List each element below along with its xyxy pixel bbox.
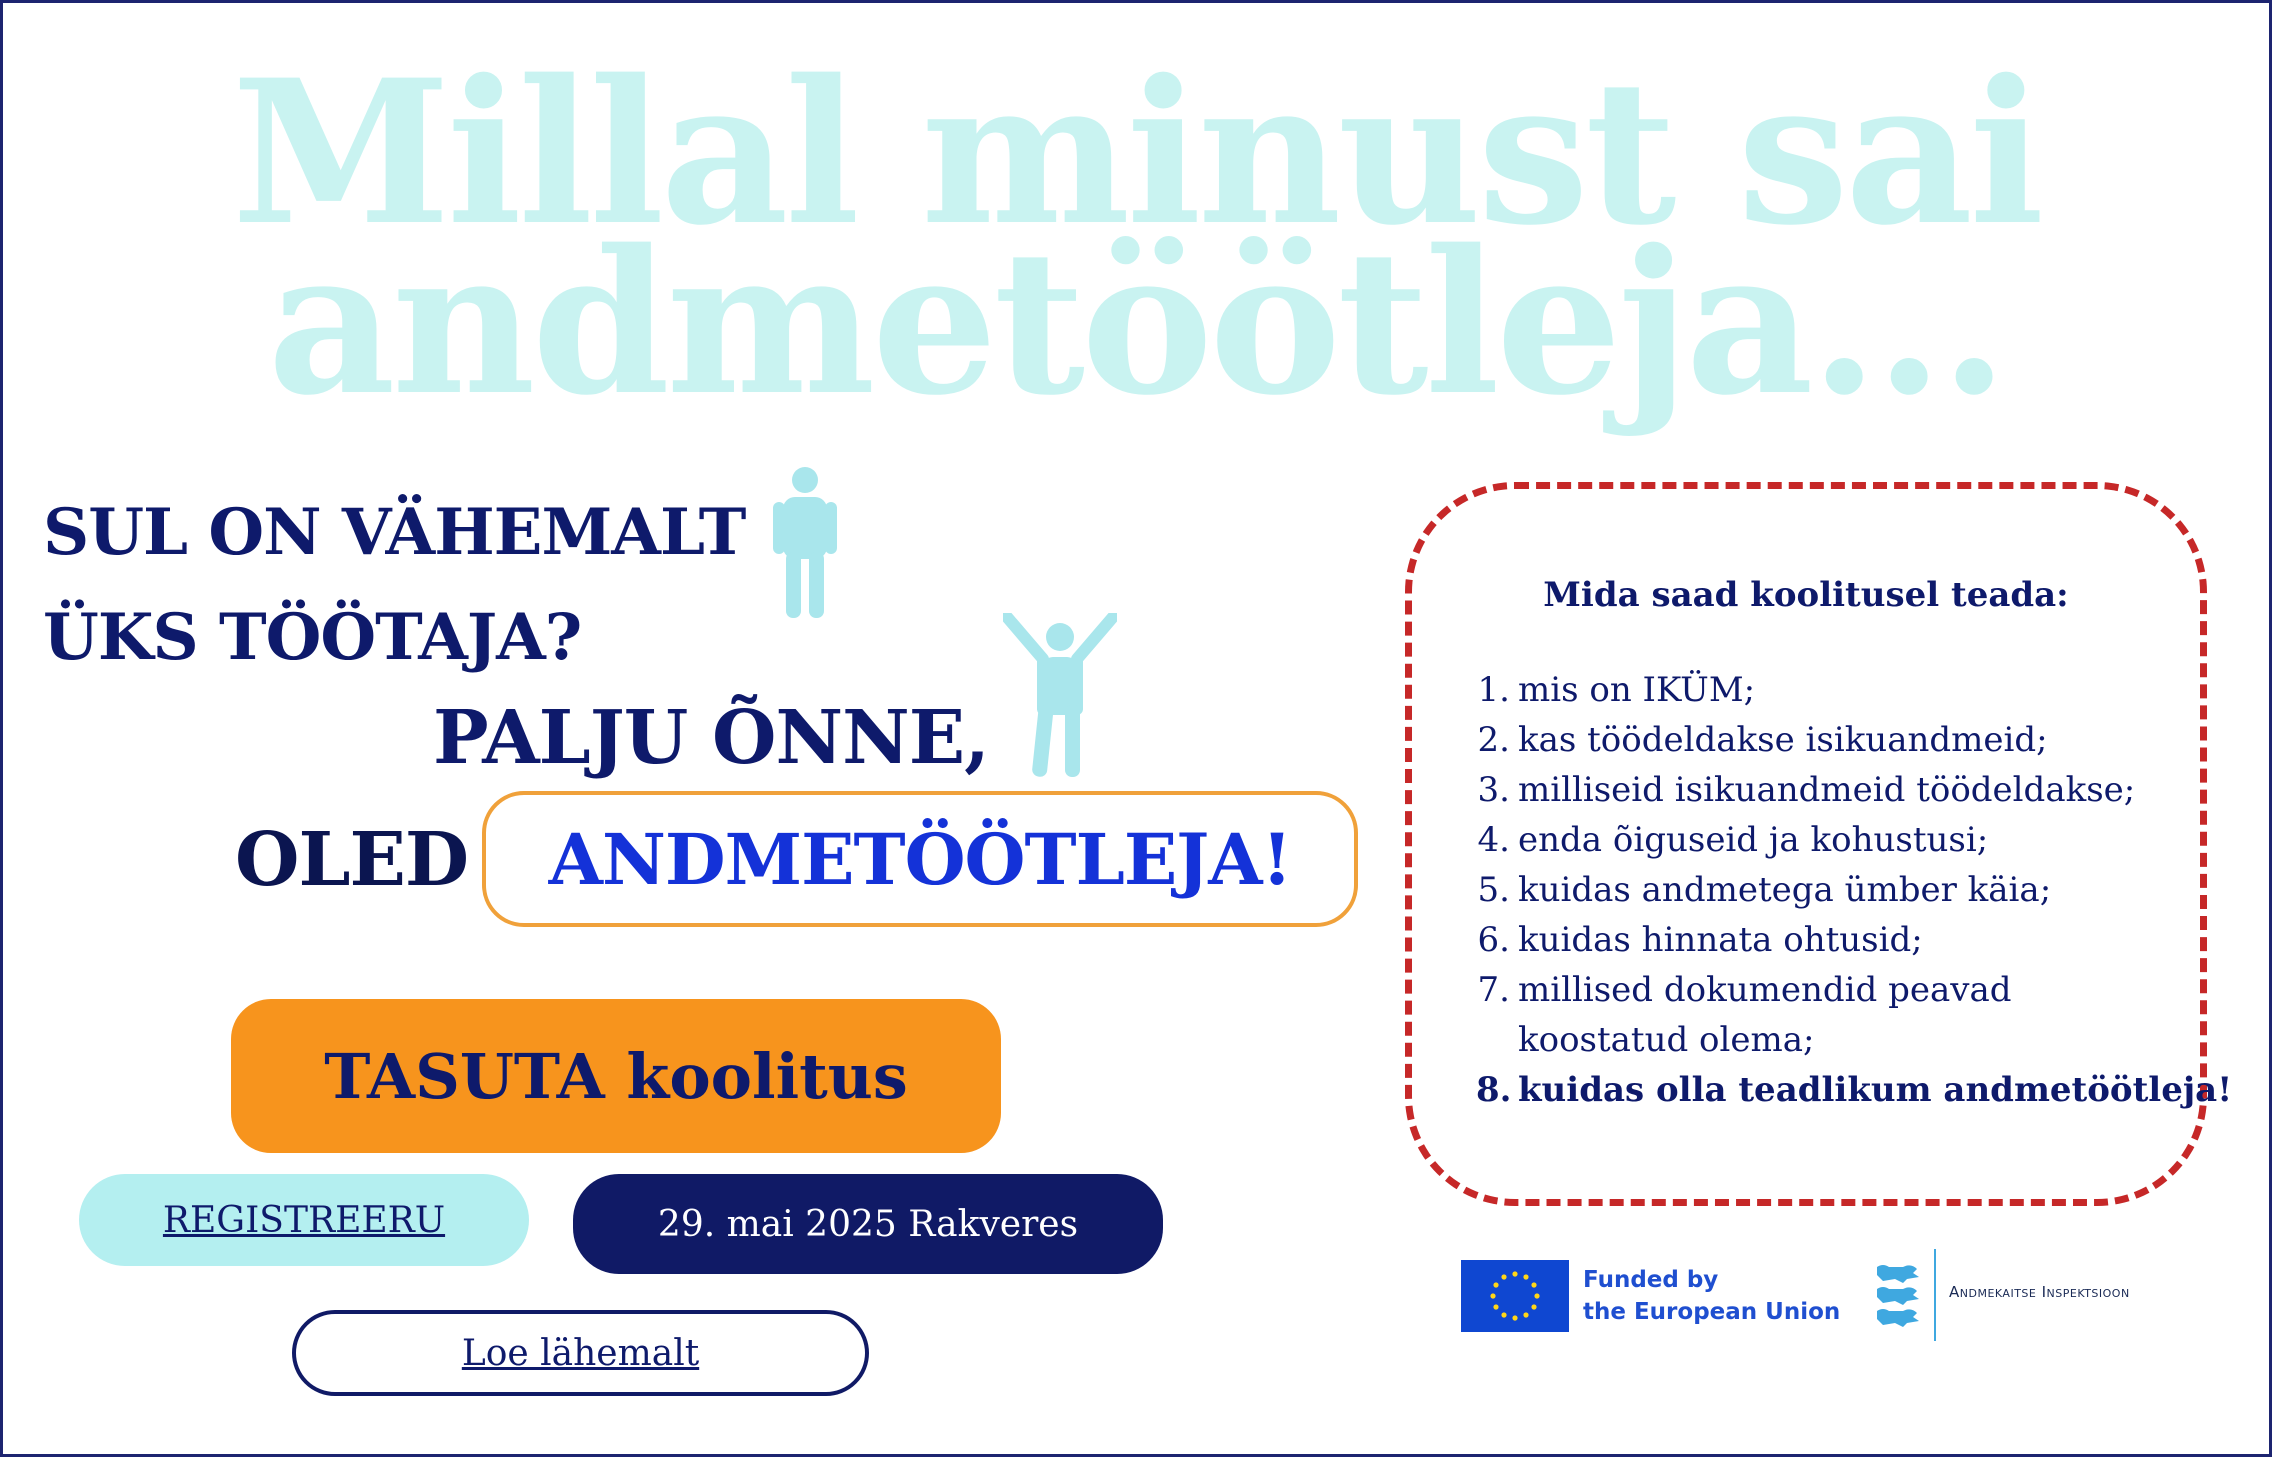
list-item bbox=[1476, 865, 2232, 915]
list-item bbox=[1476, 815, 2232, 865]
list-item-text: kuidas hinnata ohtusid; bbox=[1518, 920, 1923, 960]
eu-funding-line-2: the European Union bbox=[1583, 1299, 1841, 1325]
list-item-text: enda õiguseid ja kohustusi; bbox=[1518, 820, 1989, 860]
training-topics-box bbox=[1405, 482, 2233, 1206]
register-button[interactable] bbox=[79, 1174, 529, 1266]
agency-name: Andmekaitse Inspektsioon bbox=[1949, 1283, 2130, 1301]
list-item-text: mis on IKÜM; bbox=[1518, 670, 1756, 710]
date-location-badge bbox=[573, 1174, 1163, 1274]
estonian-lions-crest-icon bbox=[1873, 1261, 1923, 1333]
training-topics-list bbox=[1476, 665, 2232, 1115]
person-cheering-icon bbox=[1003, 613, 1117, 777]
list-item bbox=[1476, 715, 2232, 765]
list-item-text: kas töödeldakse isikuandmeid; bbox=[1518, 720, 2048, 760]
role-highlight-text: ANDMETÖÖTLEJA! bbox=[548, 817, 1292, 901]
eu-funding-line-1: Funded by bbox=[1583, 1267, 1719, 1293]
list-item-number: 2. bbox=[1477, 720, 1510, 760]
list-item-text: kuidas andmetega ümber käia; bbox=[1518, 870, 2052, 910]
free-training-badge bbox=[231, 999, 1001, 1153]
logo-divider bbox=[1934, 1249, 1936, 1341]
list-item-number: 8. bbox=[1476, 1070, 1512, 1110]
list-item-text: millised dokumendid peavad bbox=[1518, 970, 2012, 1010]
list-item-number: 1. bbox=[1477, 670, 1510, 710]
register-link-text[interactable]: REGISTREERU bbox=[162, 1199, 446, 1241]
list-item-number: 5. bbox=[1477, 870, 1510, 910]
eu-flag-icon bbox=[1461, 1260, 1569, 1332]
list-item bbox=[1476, 665, 2232, 715]
list-item bbox=[1476, 765, 2232, 815]
list-item-number: 7. bbox=[1477, 970, 1510, 1010]
role-highlight-box bbox=[482, 791, 1358, 927]
headline-line-1: SUL ON VÄHEMALT bbox=[43, 495, 746, 570]
background-title-line-2: andmetöötleja... bbox=[267, 206, 2005, 439]
list-item-text: milliseid isikuandmeid töödeldakse; bbox=[1518, 770, 2136, 810]
background-title-line-1: Millal minust sai bbox=[231, 36, 2041, 269]
list-item-number: 6. bbox=[1477, 920, 1510, 960]
person-standing-icon bbox=[771, 466, 839, 618]
list-item bbox=[1476, 965, 2232, 1065]
list-item-number: 4. bbox=[1477, 820, 1510, 860]
list-item bbox=[1476, 915, 2232, 965]
headline-line-4: OLED bbox=[235, 817, 469, 903]
eu-funding-text bbox=[1583, 1264, 1840, 1328]
training-topics-title: Mida saad koolitusel teada: bbox=[1543, 575, 2069, 615]
date-location-text: 29. mai 2025 Rakveres bbox=[657, 1203, 1079, 1245]
list-item-text-continued: koostatud olema; bbox=[1518, 1020, 1815, 1060]
read-more-button[interactable] bbox=[292, 1310, 869, 1396]
headline-line-2: ÜKS TÖÖTAJA? bbox=[43, 600, 582, 675]
list-item-number: 3. bbox=[1477, 770, 1510, 810]
free-training-text: TASUTA koolitus bbox=[324, 1039, 908, 1113]
list-item-text: kuidas olla teadlikum andmetöötleja! bbox=[1518, 1070, 2233, 1110]
read-more-link-text[interactable]: Loe lähemalt bbox=[461, 1332, 700, 1374]
headline-line-3: PALJU ÕNNE, bbox=[433, 695, 989, 781]
list-item bbox=[1476, 1065, 2232, 1115]
